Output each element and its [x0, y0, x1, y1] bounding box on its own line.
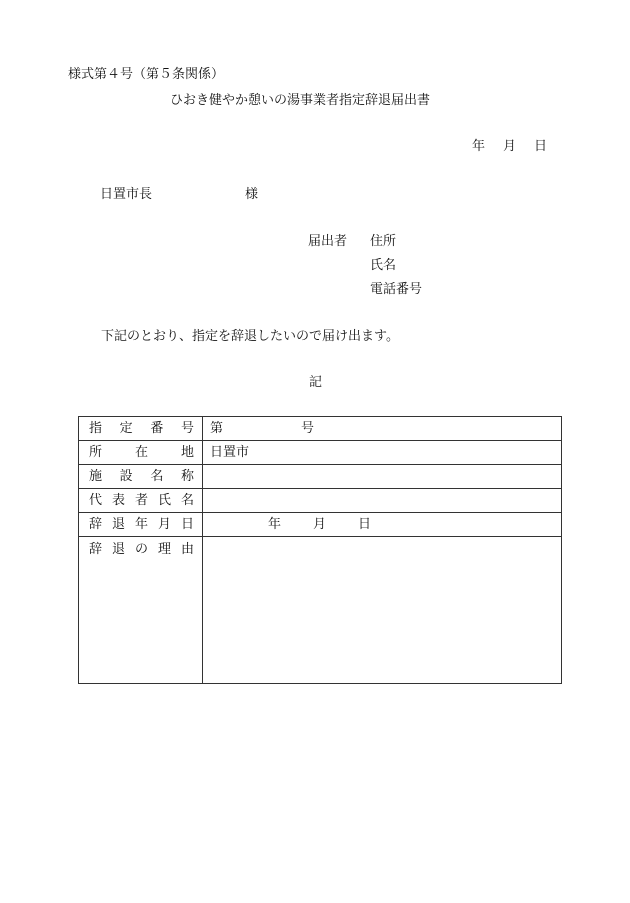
- location-value: 日置市: [210, 445, 250, 460]
- table-row: [79, 441, 562, 465]
- representative-name-field[interactable]: [203, 489, 562, 513]
- date-year: 年: [472, 139, 486, 154]
- withdrawal-month: 月: [313, 517, 327, 532]
- addressee-name: 日置市長: [100, 187, 153, 202]
- table-row: [79, 489, 562, 513]
- addressee-honorific: 様: [245, 187, 259, 202]
- withdrawal-date-label: 辞退年月日: [79, 513, 203, 537]
- withdrawal-reason-field[interactable]: [203, 537, 562, 684]
- document-title: ひおき健やか憩いの湯事業者指定辞退届出書: [170, 93, 431, 108]
- withdrawal-reason-label: 辞退の理由: [79, 537, 203, 684]
- facility-name-field[interactable]: [203, 465, 562, 489]
- submission-date: [472, 140, 547, 153]
- statement: 下記のとおり、指定を辞退したいので届け出ます。: [101, 329, 399, 344]
- designation-number-suffix: 号: [301, 421, 315, 436]
- form-number: 様式第４号（第５条関係）: [68, 67, 225, 82]
- applicant-phone-label: 電話番号: [370, 282, 423, 297]
- table-row: [79, 537, 562, 684]
- details-table: [78, 416, 562, 684]
- table-row: [79, 417, 562, 441]
- addressee: [100, 188, 258, 201]
- date-day: 日: [534, 139, 548, 154]
- location-field[interactable]: [203, 441, 562, 465]
- facility-name-label: 施設名称: [79, 465, 203, 489]
- representative-name-label: 代表者氏名: [79, 489, 203, 513]
- ki-heading: 記: [309, 375, 323, 390]
- applicant-label: 届出者: [308, 234, 348, 249]
- designation-number-field[interactable]: [203, 417, 562, 441]
- table-row: [79, 465, 562, 489]
- date-month: 月: [503, 139, 517, 154]
- withdrawal-day: 日: [358, 517, 372, 532]
- applicant-name-label: 氏名: [370, 258, 397, 273]
- withdrawal-date-field[interactable]: [203, 513, 562, 537]
- withdrawal-year: 年: [268, 517, 282, 532]
- designation-number-label: 指定番号: [79, 417, 203, 441]
- location-label: 所在地: [79, 441, 203, 465]
- designation-number-prefix: 第: [210, 421, 224, 436]
- table-row: [79, 513, 562, 537]
- applicant-address-label: 住所: [370, 234, 397, 249]
